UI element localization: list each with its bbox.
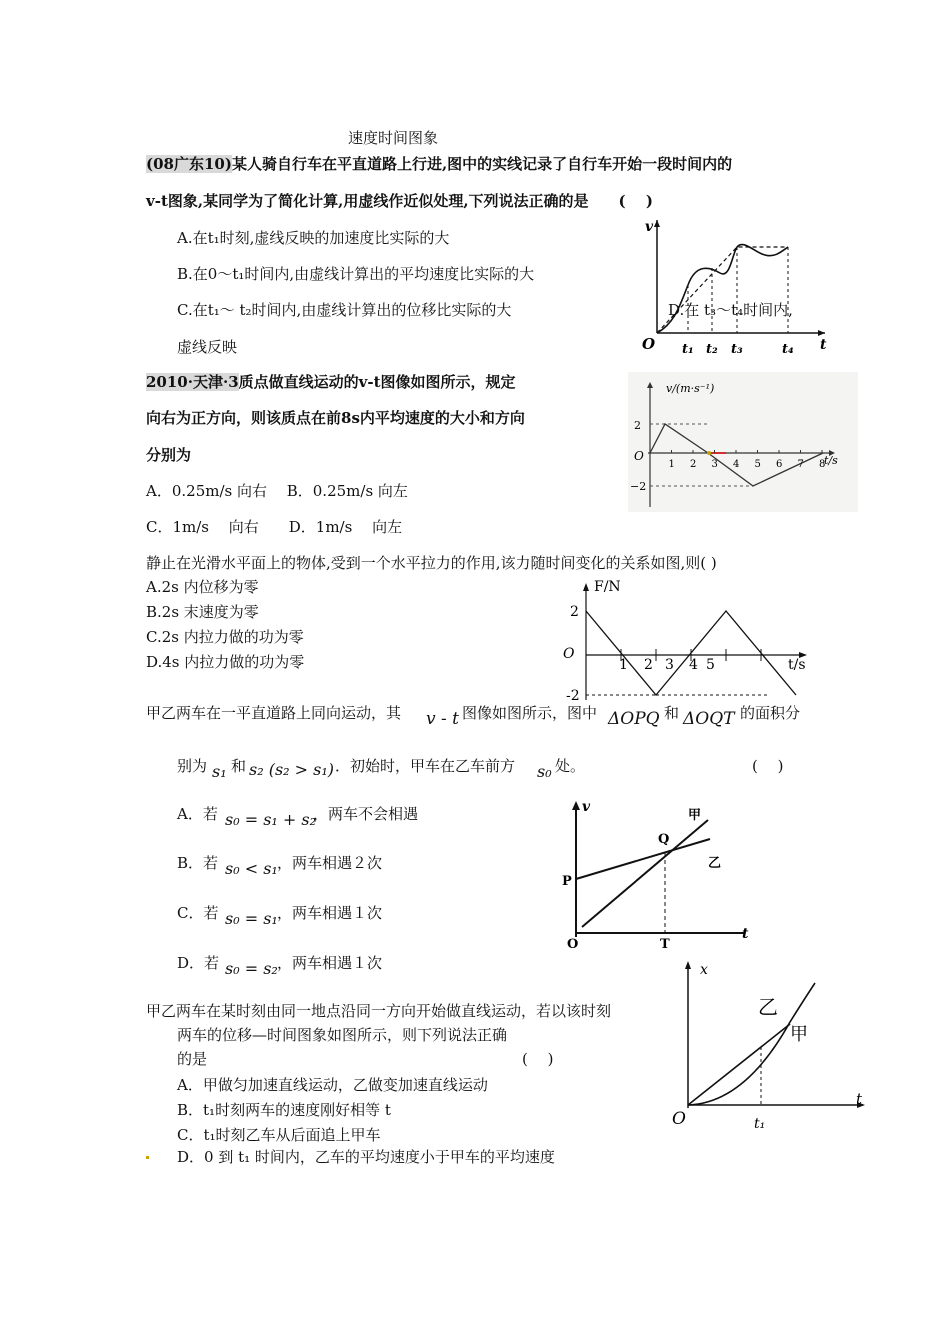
q4-option-d-eq: s₀ = s₂ — [225, 959, 278, 978]
q4-option-c: C．若 — [177, 904, 219, 922]
q2-stem2: 向右为正方向，则该质点在前8s内平均速度的大小和方向 — [146, 409, 525, 427]
q1-origin: O — [642, 335, 656, 353]
q4-s0: s₀ — [537, 762, 552, 781]
q1-tick-t2: t₂ — [706, 342, 718, 357]
q3-stem: 静止在光滑水平面上的物体,受到一个水平拉力的作用,该力随时间变化的关系如图,则( ) — [146, 554, 717, 572]
q2-stem3: 分别为 — [146, 446, 192, 464]
q1-option-c: C.在t₁～ t₂时间内,由虚线计算出的位移比实际的大 — [177, 301, 512, 319]
q3-option-d: D.4s 内拉力做的功为零 — [146, 653, 305, 671]
q4-label-q: Q — [658, 832, 670, 847]
q5-xt-graph — [660, 958, 870, 1138]
q1-tick-t1: t₁ — [682, 342, 694, 357]
q5-axis-x: x — [700, 962, 708, 978]
q3-axis-t: t/s — [788, 657, 806, 673]
q2-vt-graph — [628, 372, 858, 512]
q4-and: 和 — [664, 704, 680, 722]
q4-option-c-eq: s₀ = s₁ — [225, 909, 278, 928]
q4-stem1b: 图像如图所示，图中 — [462, 704, 598, 722]
q4-stem1a: 甲乙两车在一平直道路上同向运动，其 — [146, 704, 402, 722]
q5-label-yi: 乙 — [758, 995, 778, 1019]
q5-option-c: C．t₁时刻乙车从后面追上甲车 — [177, 1126, 381, 1144]
q4-label-yi: 乙 — [708, 856, 722, 871]
q4-option-b-text: ，两车相遇２次 — [277, 854, 383, 872]
q3-tick-label: 5 — [706, 657, 715, 673]
q5-axis-t: t — [856, 1090, 863, 1108]
q1-option-d-part2: 虚线反映 — [177, 338, 238, 356]
q1-axis-t: t — [820, 337, 827, 353]
q3-tick-label: 3 — [665, 657, 674, 673]
q2-tick-label: 6 — [776, 459, 783, 470]
q2-tick-label: 2 — [690, 459, 697, 470]
q4-stem2b: ．初始时，甲车在乙车前方 — [335, 757, 516, 775]
q4-he: 和 — [231, 757, 247, 775]
q1-actual-curve — [657, 245, 788, 333]
q2-options-ab: A．0.25m/s 向右 B．0.25m/s 向左 — [146, 482, 408, 500]
q5-option-d: D．0 到 t₁ 时间内，乙车的平均速度小于甲车的平均速度 — [177, 1148, 555, 1166]
q2-origin: O — [634, 449, 644, 463]
q4-vt-graph — [560, 795, 760, 953]
q2-source: 2010·天津·3 — [146, 373, 239, 391]
q4-axis-t: t — [742, 926, 749, 942]
q3-option-c: C.2s 内拉力做的功为零 — [146, 628, 304, 646]
q3-ft-graph — [560, 575, 810, 705]
q4-chu: 处。 — [555, 757, 586, 775]
q3-y-neg2: -2 — [566, 688, 580, 704]
q2-line1 — [146, 371, 516, 392]
q4-option-c-text: ，两车相遇１次 — [277, 904, 383, 922]
q1-source: (08广东10) — [146, 155, 232, 173]
q4-stem1c: 的面积分 — [740, 704, 801, 722]
q1-option-a: A.在t₁时刻,虚线反映的加速度比实际的大 — [177, 229, 450, 247]
q4-s1: s₁ — [212, 762, 227, 781]
q4-line1 — [146, 702, 401, 723]
q1-axis-v: v — [645, 219, 654, 235]
q2-tick-label: 8 — [819, 459, 826, 470]
q2-tick-label: 4 — [733, 459, 740, 470]
q1-line1 — [146, 153, 732, 174]
q2-axis-v: v/(m·s⁻¹) — [666, 382, 715, 395]
q5-option-a: A．甲做匀加速直线运动，乙做变加速直线运动 — [177, 1076, 488, 1094]
q4-option-a-eq: s₀ = s₁ + s₂ — [225, 810, 317, 829]
q4-vt: v - t — [426, 709, 459, 729]
q5-stem1: 甲乙两车在某时刻由同一地点沿同一方向开始做直线运动，若以该时刻 — [146, 1002, 612, 1020]
q4-option-b-eq: s₀ < s₁ — [225, 859, 278, 878]
q4-label-t-point: T — [660, 937, 670, 952]
q1-vt-graph — [640, 215, 840, 360]
q3-y-2: 2 — [570, 604, 579, 620]
q2-tick-label: 7 — [797, 459, 804, 470]
q1-stem1: 某人骑自行车在平直道路上行进,图中的实线记录了自行车开始一段时间内的 — [231, 155, 733, 173]
q1-option-d-part1: D.在 t₃～t₄时间内, — [668, 301, 793, 319]
q1-dashed-approx — [657, 247, 788, 333]
q3-option-a: A.2s 内位移为零 — [146, 578, 259, 596]
q2-y-neg2: −2 — [630, 480, 647, 493]
q3-axis-f: F/N — [594, 579, 621, 595]
q2-tick-label: 5 — [754, 459, 761, 470]
q4-option-d-text: ，两车相遇１次 — [277, 954, 383, 972]
q2-tick-label: 3 — [711, 459, 718, 470]
q4-label-p: P — [562, 874, 572, 889]
q1-tick-t4: t₄ — [782, 342, 794, 357]
q4-option-a-text: ，两车不会相遇 — [313, 805, 419, 823]
q3-origin: O — [563, 646, 575, 662]
q2-tick-label: 1 — [668, 459, 675, 470]
q5-stem2: 两车的位移—时间图象如图所示，则下列说法正确 — [177, 1026, 508, 1044]
q1-option-b: B.在0～t₁时间内,由虚线计算出的平均速度比实际的大 — [177, 265, 535, 283]
q4-option-a: A．若 — [177, 805, 218, 823]
q4-paren: ( ) — [752, 757, 784, 775]
q5-line-jia — [688, 1024, 790, 1105]
q4-line-jia — [582, 820, 708, 927]
q5-label-jia: 甲 — [790, 1024, 808, 1045]
q5-paren: ( ) — [522, 1050, 554, 1068]
q5-tick-t1: t₁ — [754, 1116, 766, 1132]
q3-tick-label: 2 — [644, 657, 653, 673]
q2-stem1: 质点做直线运动的v-t图像如图所示，规定 — [238, 373, 516, 391]
q5-option-b: B．t₁时刻两车的速度刚好相等 t — [177, 1101, 391, 1119]
q3-tick-label: 1 — [619, 657, 628, 673]
q4-tri2: ΔOQT — [683, 709, 735, 729]
q2-axis-t: t/s — [824, 454, 838, 467]
q4-s2cond: s₂ (s₂ > s₁) — [249, 760, 335, 779]
yellow-dot-mark — [146, 1156, 149, 1159]
q4-label-jia: 甲 — [688, 808, 702, 823]
q1-stem2: v-t图象,某同学为了简化计算,用虚线作近似处理,下列说法正确的是 ( ) — [146, 192, 653, 210]
q4-tri1: ΔOPQ — [608, 709, 660, 729]
q4-origin: O — [567, 937, 579, 952]
q4-option-d: D．若 — [177, 954, 220, 972]
q4-stem2a: 别为 — [177, 757, 208, 775]
q2-y-2: 2 — [634, 419, 641, 432]
q5-origin: O — [672, 1109, 686, 1129]
q4-option-b: B．若 — [177, 854, 219, 872]
q3-tick-label: 4 — [689, 657, 698, 673]
q3-option-b: B.2s 末速度为零 — [146, 603, 259, 621]
q1-tick-t3: t₃ — [731, 342, 743, 357]
q4-axis-v: v — [582, 799, 591, 815]
q2-options-cd: C．1m/s 向右 D．1m/s 向左 — [146, 518, 403, 536]
q5-stem3: 的是 — [177, 1050, 208, 1068]
page-title: 速度时间图象 — [348, 129, 439, 147]
q4-line-yi — [576, 839, 710, 879]
